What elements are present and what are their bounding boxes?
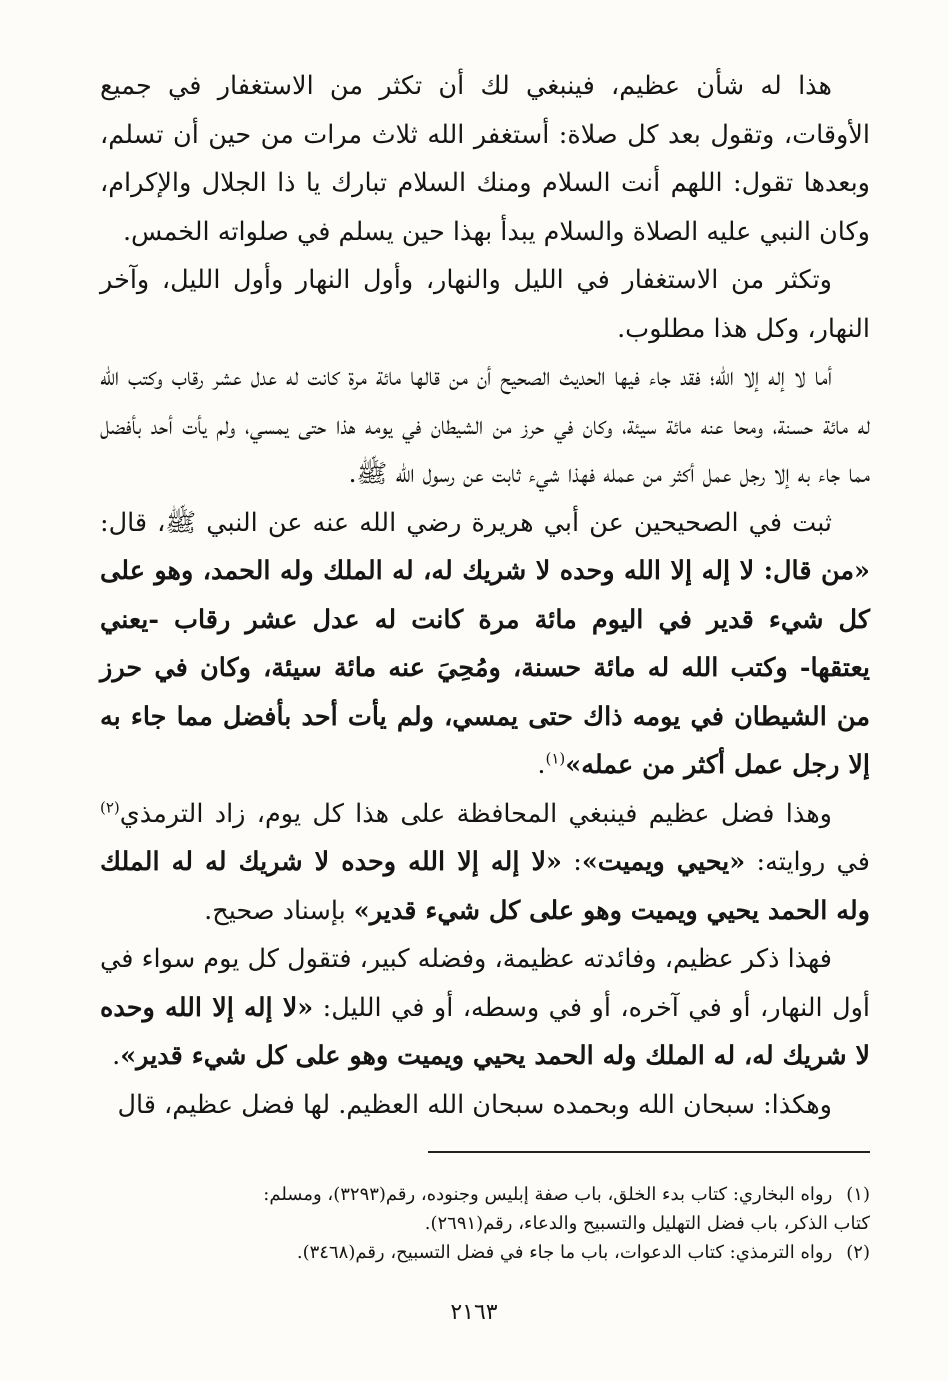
text-run: أما لا إله إلا الله؛ فقد جاء فيها الحديث الصحيح أن من قالها مائة مرة كانت له عدل عشر رقاب وكتب الله له مائة حسنة، ومحا عنه مائة سيئة، وكان في حرز من الشيطان في يومه هذا حتى يمسي، ولم يأت أحد بأفضل مما جاء به إلا رجل عمل أكثر من عمله فهذا شيء ثابت عن رسول الله ﷺ.: [100, 362, 870, 489]
footnote-text: رواه البخاري: كتاب بدء الخلق، باب صفة إبليس وجنوده، رقم(٣٢٩٣)، ومسلم:: [263, 1184, 833, 1205]
text-run: ثبت في الصحيحين عن أبي هريرة رضي الله عنه عن النبي ﷺ، قال:: [100, 507, 832, 538]
text-run: هذا له شأن عظيم، فينبغي لك أن تكثر من الاستغفار في جميع الأوقات، وتقول بعد كل صلاة: أستغفر الله ثلاث مرات من حين أن تسلم، وبعدها تقول: اللهم أنت السلام ومنك السلام تبارك يا ذا الجلال والإكرام، وكان النبي عليه الصلاة والسلام يبدأ بهذا حين يسلم في صلواته الخمس.: [100, 71, 870, 247]
footnote-text: رواه الترمذي: كتاب الدعوات، باب ما جاء في فضل التسبيح، رقم(٣٤٦٨).: [296, 1242, 833, 1263]
footnote-ref: (٢): [100, 798, 120, 816]
text-run: :: [561, 847, 582, 877]
page-number: ٢١٦٣: [450, 1300, 498, 1325]
paragraph: [100, 353, 870, 499]
text-run: وهكذا: سبحان الله وبحمده سبحان الله العظيم. لها فضل عظيم، قال: [117, 1089, 832, 1120]
paragraph: [100, 256, 870, 353]
hadith-quote: «لا إله إلا الله وحده لا شريك له، له الملك وله الحمد يحيي ويميت وهو على كل شيء قدير»: [100, 992, 870, 1071]
paragraph: [100, 499, 870, 790]
footnote-line: [100, 1238, 870, 1267]
body-text: [100, 62, 870, 1129]
hadith-quote: «من قال: لا إله إلا الله وحده لا شريك له، له الملك وله الحمد، وهو على كل شيء قدير في اليوم مائة مرة كانت له عدل عشر رقاب -يعني يعتقها- وكتب الله له مائة حسنة، ومُحِيَ عنه مائة سيئة، وكان في حرز من الشيطان في يومه ذاك حتى يمسي، ولم يأت أحد بأفضل مما جاء به إلا رجل عمل أكثر من عمله»: [100, 556, 870, 780]
hadith-quote: «لا إله إلا الله وحده لا شريك له له الملك وله الحمد يحيي ويميت وهو على كل شيء قدير»: [100, 847, 870, 926]
footnote-text: كتاب الذكر، باب فضل التهليل والتسبيح والدعاء، رقم(٢٦٩١).: [424, 1213, 870, 1234]
text-run: وتكثر من الاستغفار في الليل والنهار، وأول النهار وأول الليل، وآخر النهار، وكل هذا مطلوب.: [100, 265, 870, 344]
paragraph: [100, 790, 870, 936]
footnote-separator: [428, 1151, 870, 1153]
text-run: .: [537, 750, 546, 780]
hadith-quote: «يحيي ويميت»: [581, 847, 746, 877]
footnote-number: (٢): [846, 1242, 870, 1263]
footnotes: [100, 1180, 870, 1267]
text-run: في روايته:: [745, 847, 870, 877]
footnote-line: [100, 1209, 870, 1238]
footnote-line: [100, 1180, 870, 1209]
text-run: فهذا ذكر عظيم، وفائدته عظيمة، وفضله كبير، فتقول كل يوم سواء في أول النهار، أو في آخره، أو في وسطه، أو في الليل:: [100, 944, 870, 1023]
text-run: وهذا فضل عظيم فينبغي المحافظة على هذا كل يوم، زاد الترمذي: [119, 798, 832, 829]
paragraph: [100, 62, 870, 256]
text-run: بإسناد صحيح.: [204, 895, 354, 926]
footnote-ref: (١): [545, 749, 566, 768]
paragraph: [100, 935, 870, 1081]
paragraph: [100, 1081, 870, 1130]
footnote-number: (١): [846, 1184, 870, 1205]
text-run: .: [112, 1041, 121, 1071]
